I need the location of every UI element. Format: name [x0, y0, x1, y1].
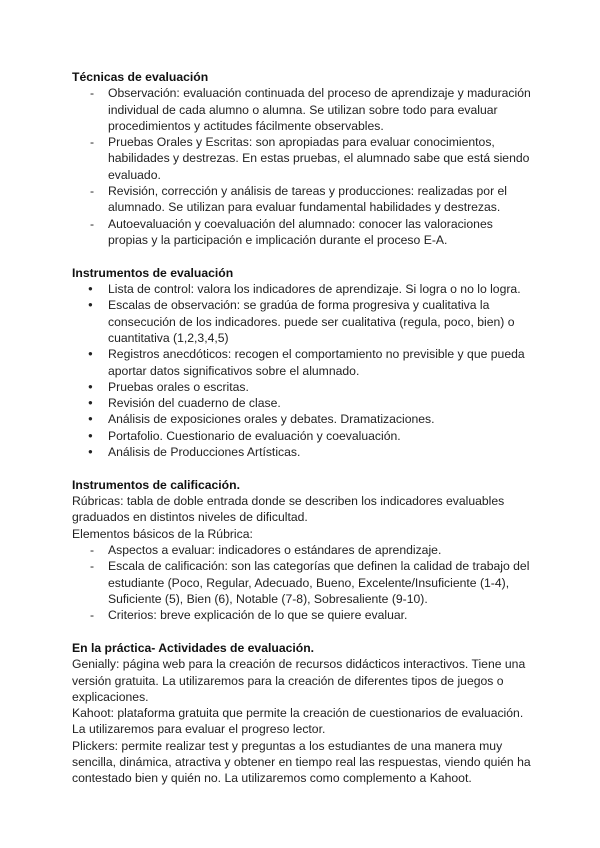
practica-plickers: Plickers: permite realizar test y preguntas a los estudiantes de una manera muy sencilla, dinámica, atractiva y obtener en tiempo real las respuestas, viendo quién ha contestado bien y quién no. La utilizaremos como complemento a Kahoot.: [72, 738, 531, 786]
list-item: - Escala de calificación: son las categorías que definen la calidad de trabajo del estudiante (Poco, Regular, Adecuado, Bueno, Excelente/Insuficiente (1-4), Suficiente (5), Bien (6), Notable (7-8), Sobresaliente (9-10).: [72, 558, 532, 607]
list-item: ● Registros anecdóticos: recogen el comportamiento no previsible y que pueda aportar datos significativos sobre el alumnado.: [72, 346, 532, 379]
section-title-instrumentos-evaluacion: Instrumentos de evaluación: [72, 265, 234, 280]
instrumentos-evaluacion-list: [72, 281, 532, 460]
list-item: ● Portafolio. Cuestionario de evaluación y coevaluación.: [72, 428, 532, 444]
rubricas-intro: Rúbricas: tabla de doble entrada donde se describen los indicadores evaluables graduados en distintos niveles de dificultad.: [72, 494, 505, 525]
practica-genially: Genially: página web para la creación de recursos didácticos interactivos. Tiene una versión gratuita. La utilizaremos para la creación de diferentes tipos de juegos o explicaciones.: [72, 657, 526, 704]
list-item: - Autoevaluación y coevaluación del alumnado: conocer las valoraciones propias y la participación e implicación durante el proceso E-A.: [72, 216, 532, 249]
list-item: ● Pruebas orales o escritas.: [72, 379, 532, 395]
section-title-instrumentos-calificacion: Instrumentos de calificación.: [72, 477, 240, 492]
list-item: ● Escalas de observación: se gradúa de forma progresiva y cualitativa la consecución de los indicadores. puede ser cualitativa (regula, poco, bien) o cuantitativa (1,2,3,4,5): [72, 297, 532, 346]
rubrica-subheading: Elementos básicos de la Rúbrica:: [72, 526, 253, 541]
document-page: [72, 69, 532, 787]
tecnicas-list: [72, 85, 532, 248]
list-item: - Observación: evaluación continuada del proceso de aprendizaje y maduración individual de cada alumno o alumna. Se utilizan sobre todo para evaluar procedimientos y actitudes fácilmente observables.: [72, 85, 532, 134]
rubrica-elements-list: [72, 542, 532, 623]
practica-kahoot: Kahoot: plataforma gratuita que permite la creación de cuestionarios de evaluación. La utilizaremos para evaluar el progreso lector.: [72, 706, 524, 737]
list-item: ● Lista de control: valora los indicadores de aprendizaje. Si logra o no lo logra.: [72, 281, 532, 297]
list-item: - Revisión, corrección y análisis de tareas y producciones: realizadas por el alumnado. Se utilizan para evaluar fundamental habilidades y destrezas.: [72, 183, 532, 216]
list-item: - Aspectos a evaluar: indicadores o estándares de aprendizaje.: [72, 542, 532, 558]
section-title-tecnicas: Técnicas de evaluación: [72, 70, 209, 84]
list-item: ● Análisis de exposiciones orales y debates. Dramatizaciones.: [72, 411, 532, 427]
list-item: ● Revisión del cuaderno de clase.: [72, 395, 532, 411]
section-title-practica: En la práctica- Actividades de evaluación.: [72, 641, 315, 655]
list-item: - Pruebas Orales y Escritas: son apropiadas para evaluar conocimientos, habilidades y destrezas. En estas pruebas, el alumnado sabe que está siendo evaluado.: [72, 134, 532, 183]
list-item: ● Análisis de Producciones Artísticas.: [72, 444, 532, 460]
list-item: - Criterios: breve explicación de lo que se quiere evaluar.: [72, 607, 532, 623]
